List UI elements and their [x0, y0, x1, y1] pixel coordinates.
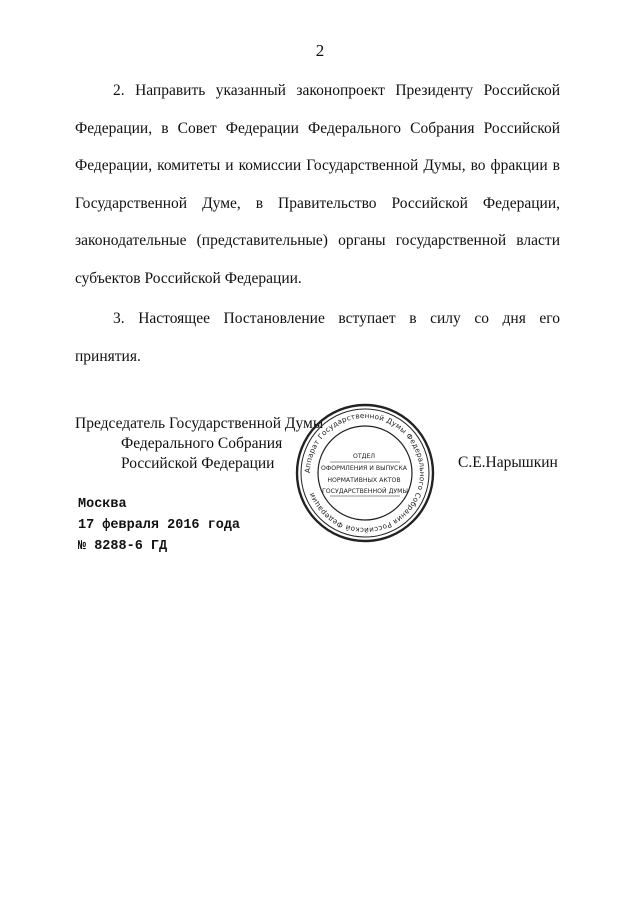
document-number: № 8288-6 ГД	[78, 539, 168, 554]
paragraph-2-line: Федерации, комитеты и комиссии Государственной Думы, во фракции в	[75, 157, 560, 174]
svg-text:Аппарат Государственной Думы Ф: Аппарат Государственной Думы Федерального Собрания Российской Федерации	[302, 410, 428, 536]
official-seal-stamp	[294, 402, 436, 544]
signatory-title	[75, 414, 323, 474]
document-date: 17 февраля 2016 года	[78, 518, 241, 533]
svg-text:ОТДЕЛ ОФОРМЛЕНИЯ И ВЫП: ОТДЕЛ ОФОРМЛЕНИЯ И ВЫПУСКА НОРМАТИВНЫХ АКТОВ ГОСУДАРСТВЕННОЙ ДУМЫ	[321, 453, 408, 495]
paragraph-2-line: Государственной Думе, в Правительство Российской Федерации,	[75, 194, 560, 212]
city: Москва	[78, 497, 127, 512]
paragraph-3-line: 3. Настоящее Постановление вступает в силу со дня его	[113, 310, 560, 327]
paragraph-2-line: Федерации, в Совет Федерации Федерального Собрания Российской	[75, 119, 560, 137]
document-meta	[78, 494, 240, 557]
signatory-title-line: Федерального Собрания	[121, 435, 283, 452]
paragraph-2-line: субъектов Российской Федерации.	[75, 269, 302, 287]
signatory-title-line: Председатель Государственной Думы	[75, 415, 324, 432]
signatory-name: С.Е.Нарышкин	[458, 454, 558, 471]
signatory-title-line: Российской Федерации	[121, 455, 275, 472]
paragraph-3-line: принятия.	[75, 347, 141, 365]
paragraph-3	[75, 300, 560, 375]
paragraph-2-line: 2. Направить указанный законопроект Президенту Российской	[113, 82, 560, 99]
page-number: 2	[315, 41, 325, 60]
paragraph-2-line: законодательные (представительные) органы государственной власти	[75, 232, 560, 249]
paragraph-2	[75, 72, 560, 297]
